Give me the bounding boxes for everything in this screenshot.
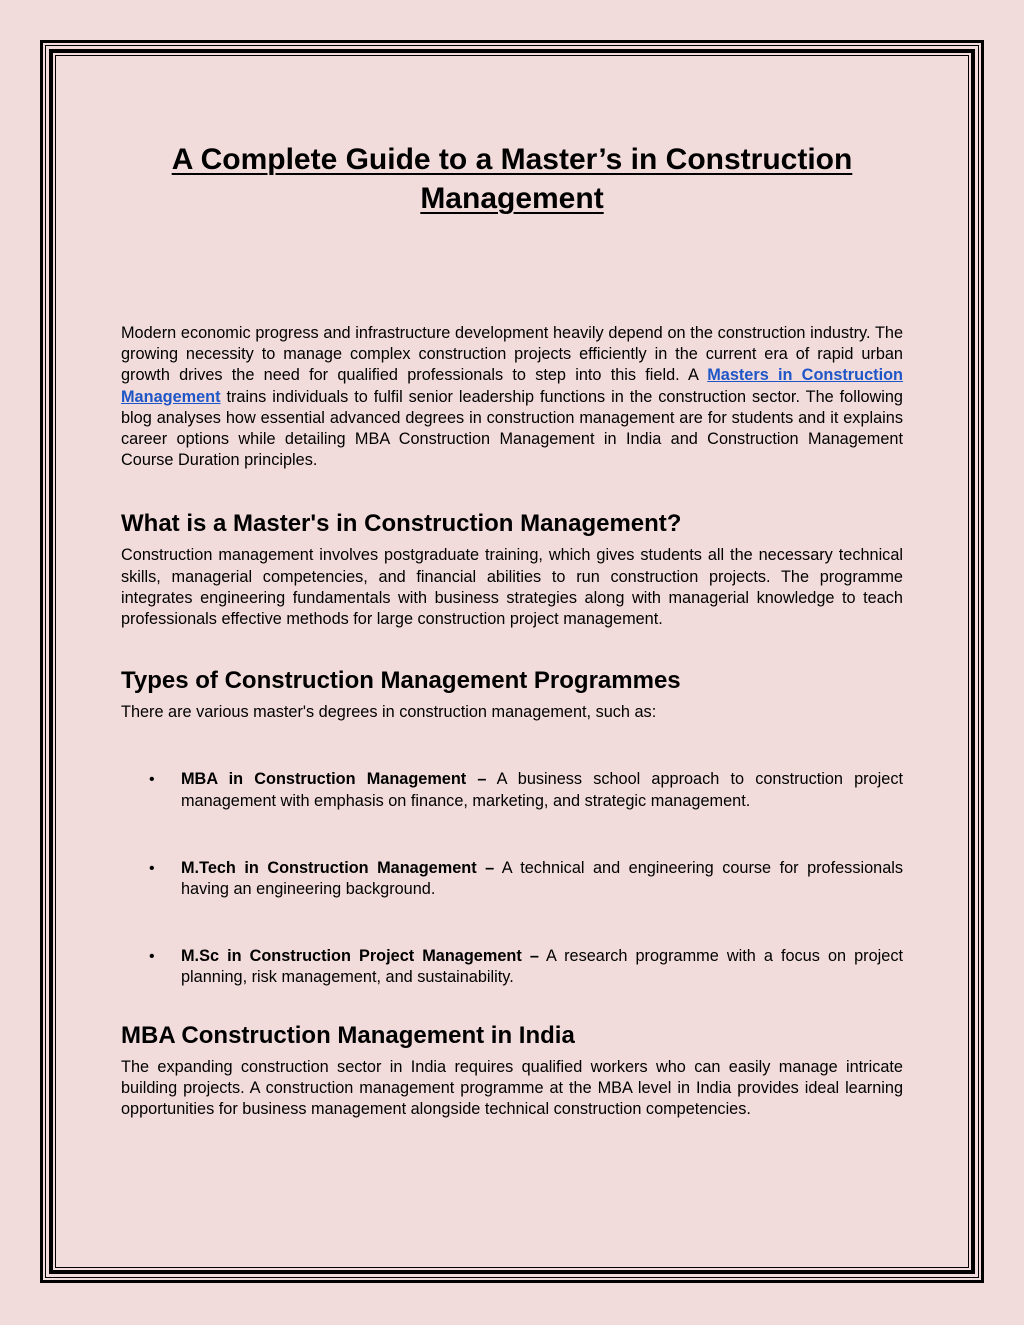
programme-name: M.Tech in Construction Management –: [181, 858, 495, 877]
intro-text-before-link: Modern economic progress and infrastructure development heavily depend on the construction industry. The growing necessity to manage complex construction projects efficiently in the current era of rapid urban growth drives the need for qualified professionals to step into this field. A: [121, 324, 903, 385]
bullet-icon: •: [149, 948, 155, 966]
programme-list: [121, 769, 903, 988]
programme-name: M.Sc in Construction Project Management –: [181, 947, 539, 966]
programme-description: A business school approach to construction project management with emphasis on finance, marketing, and strategic management.: [181, 770, 903, 810]
section-body-what-is: Construction management involves postgraduate training, which gives students all the necessary technical skills, managerial competencies, and financial abilities to run construction projects. The programme integrates engineering fundamentals with business strategies along with managerial knowledge to teach professionals effective methods for large construction project management.: [121, 546, 903, 629]
section-body-types: There are various master's degrees in construction management, such as:: [121, 703, 657, 722]
bullet-icon: •: [149, 771, 155, 789]
intro-text-after-link: trains individuals to fulfil senior leadership functions in the construction sector. The following blog analyses how essential advanced degrees in construction management are for students and it explains career options while detailing MBA Construction Management in India and Construction Management Course Duration principles.: [121, 387, 903, 470]
list-item-mtech: [121, 858, 903, 900]
bullet-icon: •: [149, 859, 155, 877]
section-heading-mba-india: MBA Construction Management in India: [121, 1021, 575, 1049]
programme-description: A research programme with a focus on project planning, risk management, and sustainability.: [181, 947, 903, 987]
masters-construction-management-link[interactable]: Masters in Construction Management: [121, 366, 903, 406]
programme-description: A technical and engineering course for professionals having an engineering background.: [181, 858, 904, 899]
list-item-msc: [121, 946, 903, 988]
list-item-mba: [121, 769, 903, 811]
section-heading-types: Types of Construction Management Programmes: [121, 667, 681, 695]
programme-name: MBA in Construction Management –: [181, 770, 487, 789]
section-body-mba-india: The expanding construction sector in India requires qualified workers who can easily manage intricate building projects. A construction management programme at the MBA level in India provides ideal learning opportunities for business management alongside technical construction competencies.: [121, 1057, 903, 1119]
section-heading-what-is: What is a Master's in Construction Management?: [121, 510, 682, 538]
page-title: A Complete Guide to a Master’s in Construction Management: [171, 143, 853, 215]
document-content: [121, 140, 903, 1120]
intro-paragraph: [121, 323, 903, 471]
